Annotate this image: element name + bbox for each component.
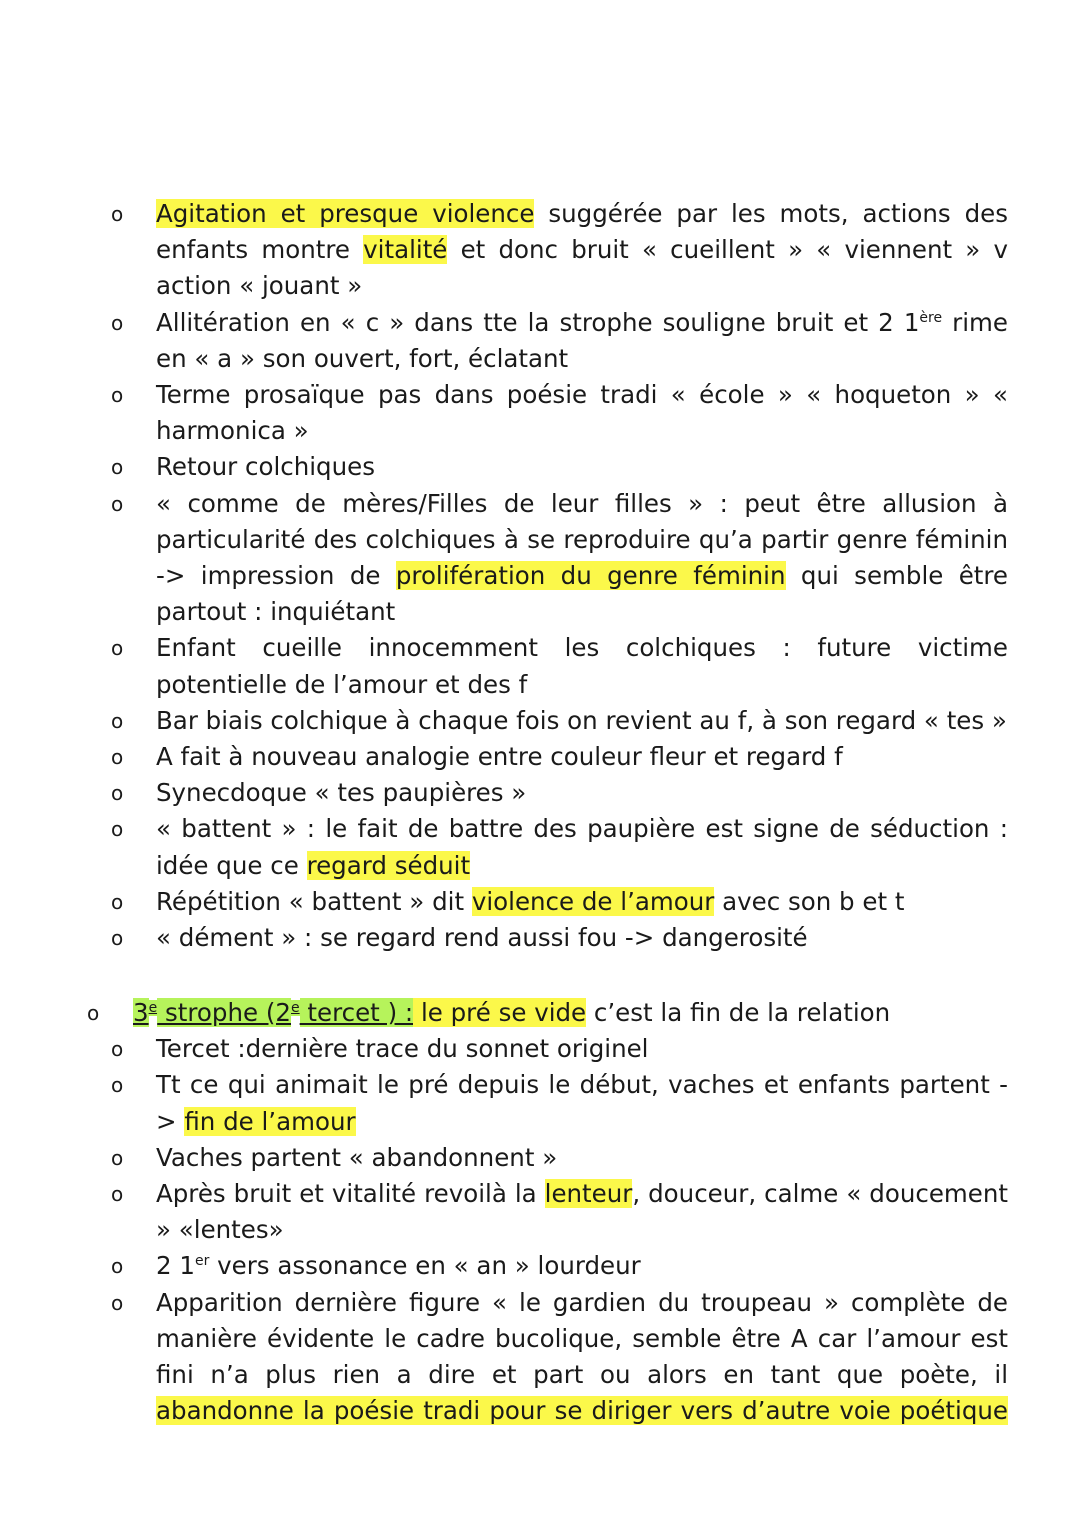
text-run: Allitération en « c » dans tte la strophe souligne bruit et 2 1	[156, 307, 920, 337]
list-item	[0, 1140, 1008, 1176]
highlighted-text: vitalité	[363, 235, 448, 265]
text-run: Apparition dernière figure « le gardien du troupeau » complète de manière évidente le cadre bucolique, semble être A car l’amour est fini n’a plus rien a dire et part ou alors en tant que poète, il	[156, 1287, 1008, 1390]
text-run: Synecdoque « tes paupières »	[156, 778, 527, 808]
bullet-icon: o	[111, 310, 124, 335]
bullet-icon: o	[111, 1073, 124, 1098]
section-3-heading	[0, 995, 1008, 1031]
text-run: et donc bruit « cueillent » « viennent » v action « jouant »	[156, 235, 1009, 301]
highlighted-heading-text: 3	[133, 998, 149, 1027]
superscript-text: e	[291, 1000, 300, 1016]
list-item	[0, 305, 1008, 377]
section-3-items	[0, 1031, 1080, 1429]
list-item	[0, 449, 1008, 485]
superscript-text: ère	[919, 309, 943, 326]
list-item-text	[156, 196, 1008, 305]
section-3-heading-text	[133, 995, 1008, 1031]
list-item	[0, 1031, 1008, 1067]
highlighted-text: Agitation et presque violence	[156, 199, 535, 228]
text-run: Terme prosaïque pas dans poésie tradi « école » « hoqueton » « harmonica »	[156, 380, 1008, 446]
list-item-text	[156, 630, 1008, 702]
highlighted-text: fin de l’amour	[184, 1106, 356, 1136]
list-item-text	[156, 1176, 1008, 1248]
bullet-icon: o	[111, 708, 124, 733]
list-item-text	[156, 305, 1008, 377]
highlighted-text: lenteur	[544, 1179, 633, 1209]
text-run: Bar biais colchique à chaque fois on revient au f, à son regard « tes »	[156, 705, 1007, 735]
list-item	[0, 1248, 1008, 1284]
list-item	[0, 377, 1008, 449]
list-item-text	[156, 739, 1008, 775]
list-item-text	[156, 1140, 1008, 1176]
text-run: rime en « a » son ouvert, fort, éclatant	[156, 307, 1008, 373]
bullet-icon: o	[111, 889, 124, 914]
highlighted-text: le pré se vide	[413, 998, 587, 1027]
text-run: qui semble être partout : inquiétant	[156, 561, 1008, 627]
list-item	[0, 630, 1008, 702]
highlighted-text: violence de l’amour	[471, 886, 715, 916]
text-run: c’est la fin de la relation	[586, 998, 891, 1027]
list-item-text	[156, 377, 1008, 449]
list-item	[0, 196, 1008, 305]
bullet-icon: o	[111, 1290, 124, 1315]
list-item-text	[156, 703, 1008, 739]
text-run: Répétition « battent » dit	[156, 886, 472, 916]
section-2-list	[0, 196, 1080, 956]
list-item-text	[156, 775, 1008, 811]
bullet-icon: o	[111, 817, 124, 842]
list-item-text	[156, 1031, 1008, 1067]
list-item	[0, 920, 1008, 956]
list-item-text	[156, 920, 1008, 956]
list-item-text	[156, 449, 1008, 485]
list-item	[0, 1176, 1008, 1248]
text-run: Tercet :dernière trace du sonnet originel	[156, 1034, 649, 1064]
bullet-icon: o	[111, 491, 124, 516]
text-run: Après bruit et vitalité revoilà la	[156, 1179, 545, 1209]
list-item	[0, 1285, 1008, 1430]
bullet-icon: o	[87, 1001, 100, 1025]
highlighted-text: prolifération du genre féminin	[395, 561, 786, 591]
list-item	[0, 775, 1008, 811]
bullet-icon: o	[111, 1145, 124, 1170]
section-3-list	[0, 995, 1080, 1429]
list-item-text	[156, 1067, 1008, 1139]
list-item	[0, 1067, 1008, 1139]
highlighted-text: regard séduit	[306, 850, 471, 880]
text-run: « comme de mères/Filles de leur filles » : peut être allusion à particularité des colchiques à se reproduire qu’a partir genre féminin -> impression de	[156, 488, 1008, 591]
text-run: suggérée par les mots, actions des enfants montre	[156, 199, 1008, 265]
list-item-text	[156, 486, 1008, 631]
superscript-text: e	[148, 1000, 158, 1016]
text-run: Enfant cueille innocemment les colchiques : future victime potentielle de l’amour et des f	[156, 633, 1008, 699]
bullet-icon: o	[111, 1254, 124, 1279]
list-item-text	[156, 884, 1008, 920]
bullet-icon: o	[111, 1182, 124, 1207]
bullet-icon: o	[111, 202, 124, 226]
bullet-icon: o	[111, 926, 124, 951]
highlighted-heading-text: strophe (2	[157, 998, 291, 1027]
list-item	[0, 703, 1008, 739]
bullet-icon: o	[111, 745, 124, 770]
text-run: , douceur, calme « doucement » «lentes»	[156, 1179, 1008, 1245]
text-run: Vaches partent « abandonnent »	[156, 1142, 558, 1172]
list-item	[0, 884, 1008, 920]
text-run: « dément » : se regard rend aussi fou -> dangerosité	[156, 923, 808, 953]
superscript-text: er	[194, 1253, 210, 1270]
list-item	[0, 811, 1008, 883]
text-run: avec son b et t	[714, 886, 905, 916]
text-run: 2 1	[156, 1251, 195, 1281]
text-run: vers assonance en « an » lourdeur	[209, 1251, 641, 1281]
bullet-icon: o	[111, 636, 124, 661]
text-run: Retour colchiques	[156, 452, 375, 482]
highlighted-text: abandonne la poésie tradi pour se diriger vers d’autre voie poétique	[156, 1396, 1008, 1426]
list-item	[0, 739, 1008, 775]
bullet-icon: o	[111, 383, 124, 408]
bullet-icon: o	[111, 1037, 124, 1062]
highlighted-heading-text: tercet ) :	[299, 998, 414, 1027]
text-run: « battent » : le fait de battre des paupière est signe de séduction : idée que ce	[156, 814, 1008, 880]
list-item-text	[156, 811, 1008, 883]
list-item	[0, 486, 1008, 631]
bullet-icon: o	[111, 781, 124, 806]
bullet-icon: o	[111, 455, 124, 480]
text-run: A fait à nouveau analogie entre couleur fleur et regard f	[156, 742, 843, 772]
text-run: Tt ce qui animait le pré depuis le début, vaches et enfants partent ->	[156, 1070, 1008, 1136]
list-item-text	[156, 1285, 1008, 1430]
list-item-text	[156, 1248, 1008, 1284]
